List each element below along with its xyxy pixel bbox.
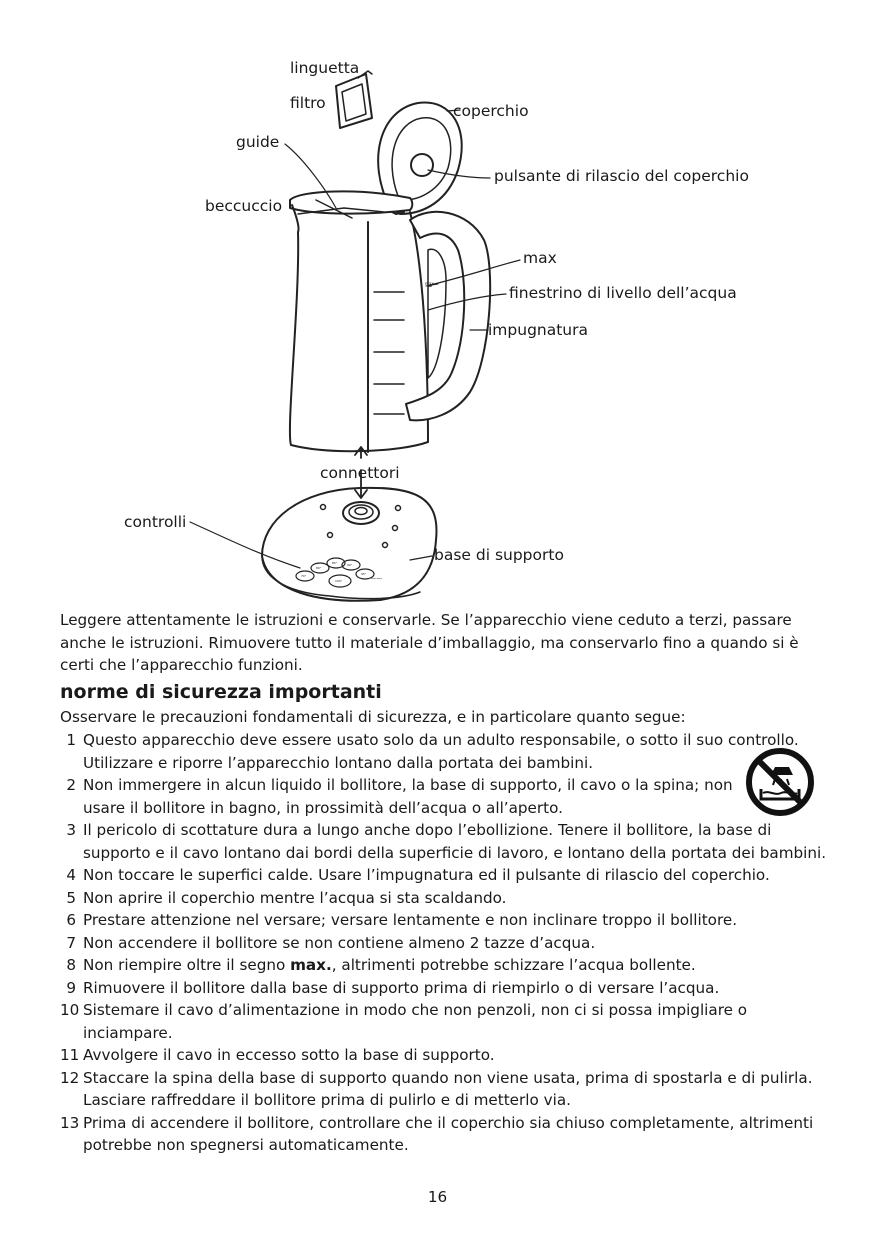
label-controls: controlli	[124, 513, 187, 531]
safety-list	[60, 729, 830, 1157]
button-label-80: 80°	[316, 566, 322, 570]
safety-lead: Osservare le precauzioni fondamentali di sicurezza, e in particolare quanto segue:	[60, 708, 686, 726]
item-number: 12	[60, 1068, 80, 1087]
kettle-body	[290, 191, 490, 452]
button-label-90: 90°	[347, 563, 353, 567]
item-text: Questo apparecchio deve essere usato solo da un adulto responsabile, o sotto il suo controllo. Utilizzare e riporre l’apparecchio lontano dalla portata dei bambini.	[83, 731, 799, 772]
item-text: Non immergere in alcun liquido il bollitore, la base di supporto, il cavo o la spina; non usare il bollitore in bagno, in prossimità dell’acqua o all’aperto.	[83, 776, 733, 817]
label-tab: linguetta	[290, 59, 360, 77]
item-text: Staccare la spina della base di supporto quando non viene usata, prima di spostarla e di pulirla. Lasciare raffreddare il bollitore prima di pulirlo e di metterlo via.	[83, 1068, 813, 1109]
item-number: 4	[66, 866, 76, 884]
item-text: Il pericolo di scottature dura a lungo anche dopo l’ebollizione. Tenere il bollitore, la base di supporto e il cavo lontano dai bordi della superficie di lavoro, e lontano della portata dei bambini.	[83, 821, 827, 862]
safety-item	[60, 1112, 830, 1157]
item-number: 1	[66, 731, 76, 749]
item-text: Prestare attenzione nel versare; versare lentamente e non inclinare troppo il bollitore.	[83, 911, 738, 929]
item-number: 5	[66, 888, 76, 907]
label-guides: guide	[236, 133, 280, 151]
no-immersion-icon	[745, 747, 815, 817]
safety-item	[60, 977, 830, 1000]
item-number: 6	[66, 911, 76, 929]
item-text: Prima di accendere il bollitore, controllare che il coperchio sia chiuso completamente, altrimenti potrebbe non spegnersi automaticamente.	[83, 1113, 814, 1154]
item-text: Sistemare il cavo d’alimentazione in modo che non penzoli, non ci si possa impigliare o inciampare.	[83, 1001, 748, 1042]
safety-item	[60, 887, 830, 910]
filter-part	[336, 71, 372, 128]
label-max: max	[523, 249, 557, 267]
button-label-100: 100°	[335, 579, 343, 583]
safety-item	[60, 729, 830, 774]
safety-item	[60, 909, 830, 932]
item-text-post: , altrimenti potrebbe schizzare l’acqua bollente.	[331, 956, 696, 974]
max-mark-bold: max.	[290, 956, 332, 974]
item-number: 9	[66, 978, 76, 997]
window-max-mark: max	[425, 281, 434, 286]
safety-heading: norme di sicurezza importanti	[60, 681, 382, 703]
item-number: 13	[60, 1113, 80, 1132]
button-label-keep-warm: keep warm	[371, 578, 383, 580]
safety-item	[60, 954, 830, 977]
item-text: Non toccare le superfici calde. Usare l’impugnatura ed il pulsante di rilascio del coperchio.	[83, 866, 770, 884]
safety-item	[60, 819, 830, 864]
item-text	[76, 954, 830, 977]
label-base: base di supporto	[434, 546, 564, 564]
label-handle: impugnatura	[488, 321, 589, 339]
page-number: 16	[427, 1188, 448, 1206]
item-number: 2	[66, 776, 76, 794]
item-number: 3	[66, 821, 76, 839]
item-text: Avvolgere il cavo in eccesso sotto la base di supporto.	[83, 1046, 495, 1064]
item-number: 11	[60, 1046, 80, 1064]
item-text: Rimuovere il bollitore dalla base di supporto prima di riempirlo o di versare l’acqua.	[83, 978, 720, 997]
label-connectors: connettori	[320, 464, 400, 482]
label-filter: filtro	[290, 94, 326, 112]
safety-item	[60, 774, 830, 819]
item-text: Non aprire il coperchio mentre l’acqua si sta scaldando.	[83, 888, 507, 907]
kettle-diagram	[0, 0, 875, 612]
label-lid-release: pulsante di rilascio del coperchio	[494, 167, 749, 185]
item-number: 8	[66, 956, 76, 974]
label-water-window: finestrino di livello dell’acqua	[509, 284, 737, 302]
label-spout: beccuccio	[205, 197, 283, 215]
label-lid: coperchio	[453, 102, 529, 120]
safety-item	[60, 1067, 830, 1112]
button-label-95: 95°	[361, 572, 367, 576]
button-label-70: 70°	[301, 574, 307, 578]
button-label-85: 85°	[332, 561, 338, 565]
item-number: 7	[66, 933, 76, 952]
item-number: 10	[60, 1001, 80, 1019]
safety-item	[60, 1044, 830, 1067]
item-text: Non accendere il bollitore se non contiene almeno 2 tazze d’acqua.	[83, 933, 596, 952]
safety-item	[60, 932, 830, 955]
intro-paragraph: Leggere attentamente le istruzioni e conservarle. Se l’apparecchio viene ceduto a terzi, passare anche le istruzioni. Rimuovere tutto il materiale d’imballaggio, ma conservarlo fino a quando si è certi che l’apparecchio funzioni.	[60, 611, 799, 674]
safety-item	[60, 864, 830, 887]
item-text-pre: Non riempire oltre il segno	[83, 956, 291, 974]
safety-item	[60, 999, 830, 1044]
